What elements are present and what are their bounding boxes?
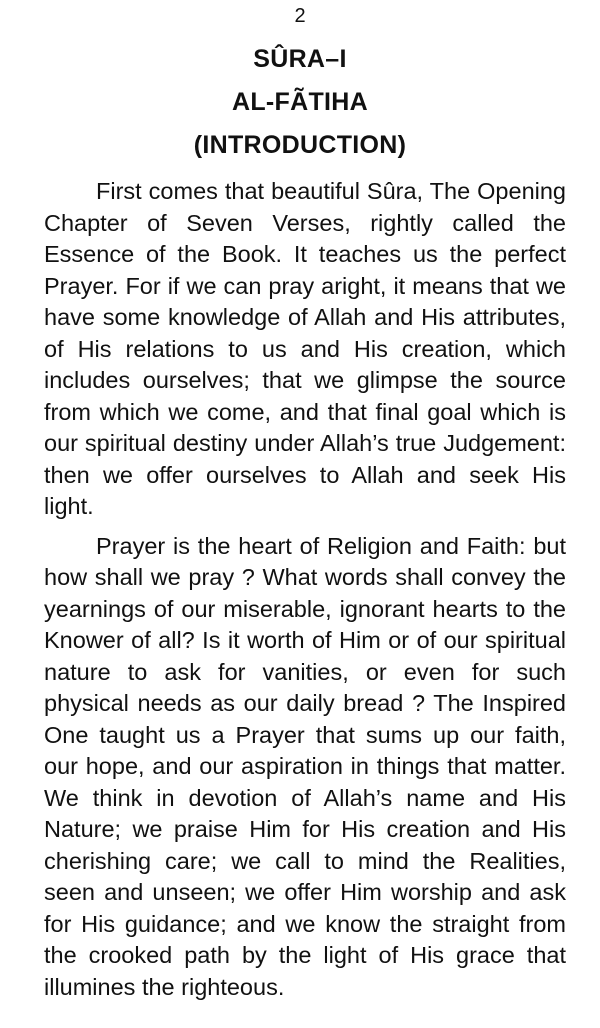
page-number: 2 <box>294 5 306 27</box>
sura-heading: SÛRA–I <box>253 45 347 73</box>
body-text <box>44 176 566 1003</box>
sura-name-heading: AL-FÃTIHA <box>231 88 368 116</box>
introduction-heading: (INTRODUCTION) <box>193 131 407 159</box>
paragraph-2: Prayer is the heart of Religion and Faith: but how shall we pray ? What words shall convey the yearnings of our miserable, ignorant hearts to the Knower of all? Is it worth of Him or of our spiritual nature to ask for vanities, or even for such physical needs as our daily bread ? The Inspired One taught us a Prayer that sums up our faith, our hope, and our aspiration in things that matter. We think in devotion of Allah’s name and His Nature; we praise Him for His creation and His cherishing care; we call to mind the Realities, seen and unseen; we offer Him worship and ask for His guidance; and we know the straight from the crooked path by the light of His grace that illumines the righteous. <box>44 532 566 1000</box>
paragraph-1: First comes that beautiful Sûra, The Opening Chapter of Seven Verses, rightly called the Essence of the Book. It teaches us the perfect Prayer. For if we can pray aright, it means that we have some knowledge of Allah and His attributes, of His relations to us and His creation, which includes ourselves; that we glimpse the source from which we come, and that final goal which is our spiritual destiny under Allah’s true Judgement: then we offer ourselves to Allah and seek His light. <box>44 178 566 519</box>
